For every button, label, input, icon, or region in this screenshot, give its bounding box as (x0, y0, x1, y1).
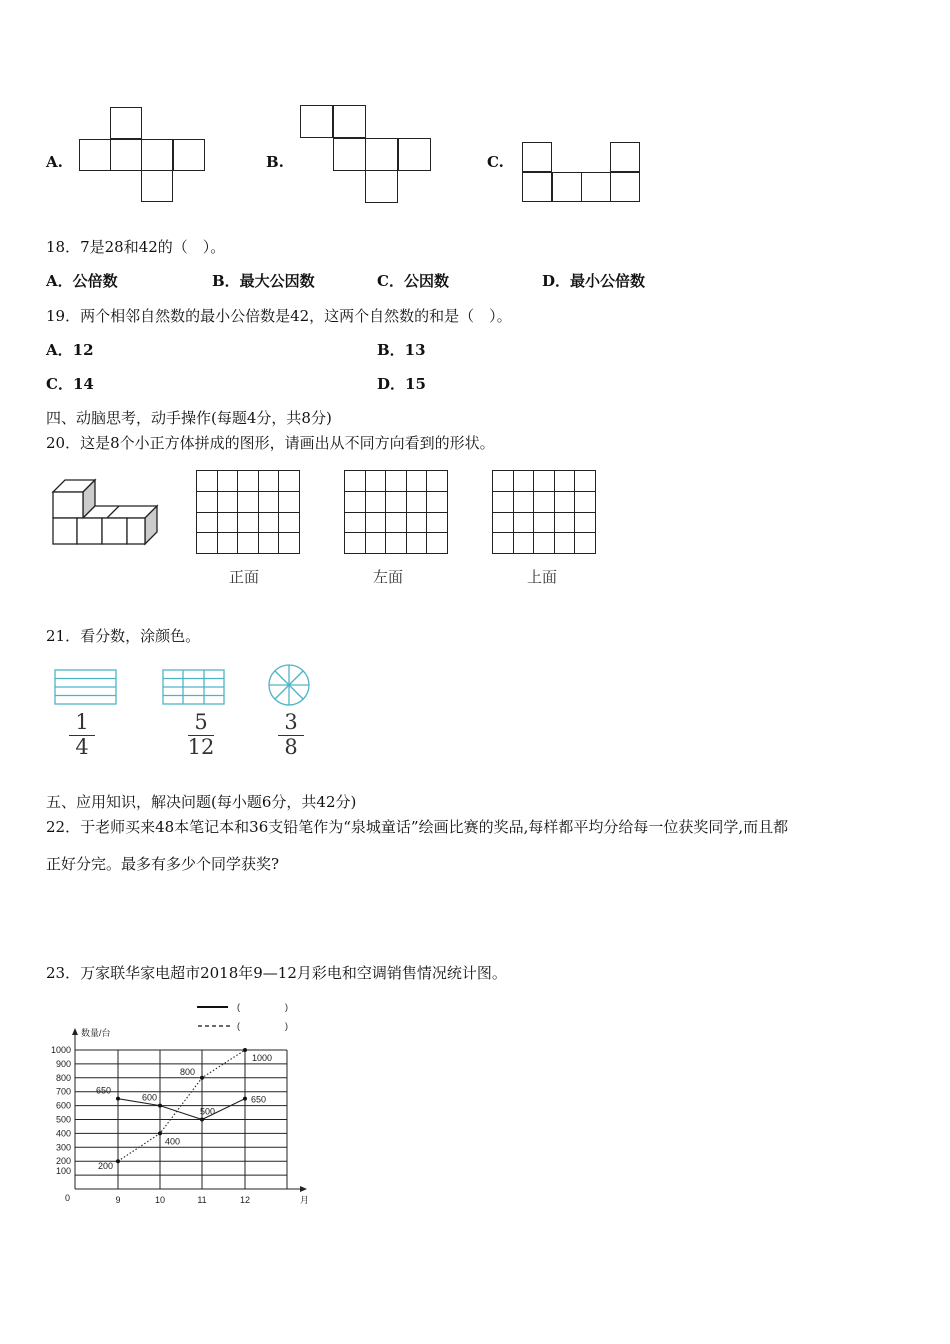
q19-option-b: B．13 (377, 341, 426, 359)
data-label: 400 (165, 1136, 181, 1147)
y-tick-label: 300 (55, 1142, 71, 1153)
data-label: 800 (180, 1066, 196, 1077)
y-tick-label: 400 (55, 1128, 71, 1139)
legend-dashed-text: ( ) (237, 1021, 288, 1031)
fraction-numerator: 3 (284, 710, 298, 734)
view-label-front: 正面 (229, 569, 260, 586)
data-point (158, 1131, 162, 1135)
x-tick-label: 9 (115, 1195, 121, 1205)
data-label: 650 (251, 1094, 267, 1105)
data-label: 600 (142, 1092, 158, 1103)
y-tick-label: 1000 (50, 1045, 71, 1055)
q22-line-2: 正好分完。最多有多少个同学获奖? (46, 855, 280, 873)
x-tick-label: 10 (154, 1195, 166, 1205)
q22-line-1: 22．于老师买来48本笔记本和36支铅笔作为“泉城童话”绘画比赛的奖品,每样都平均分给每一位获奖同学,而且都 (46, 818, 789, 836)
x-axis-label: 月 (300, 1195, 310, 1205)
option-b-label: B. (266, 153, 284, 171)
q21-stem: 21．看分数，涂颜色。 (46, 627, 201, 645)
q18-option-c: C．公因数 (377, 272, 449, 290)
section-5-heading: 五、应用知识，解决问题(每小题6分，共42分) (46, 793, 357, 811)
q20-stem: 20．这是8个小正方体拼成的图形，请画出从不同方向看到的形状。 (46, 434, 495, 452)
fraction-denominator: 8 (284, 735, 298, 759)
y-tick-label: 100 (55, 1166, 71, 1177)
data-label: 650 (96, 1085, 112, 1096)
q18-option-b: B．最大公因数 (212, 272, 315, 290)
y-tick-label: 800 (55, 1072, 71, 1083)
q19-option-a: A．12 (46, 341, 94, 359)
data-point (243, 1097, 247, 1101)
data-point (200, 1118, 204, 1122)
data-point (116, 1159, 120, 1163)
q18-stem: 18．7是28和42的（ ）。 (46, 238, 226, 256)
y-tick-label: 200 (55, 1156, 71, 1167)
q19-option-c: C．14 (46, 375, 94, 393)
data-point (116, 1097, 120, 1101)
series-line-solid (118, 1099, 245, 1120)
y-tick-label: 500 (55, 1114, 71, 1125)
fraction-numerator: 1 (75, 710, 89, 734)
view-label-left: 左面 (373, 569, 404, 586)
data-label: 500 (200, 1106, 216, 1117)
x-tick-label: 11 (197, 1195, 207, 1205)
option-a-label: A. (46, 153, 63, 171)
y-tick-label: 900 (55, 1058, 71, 1069)
data-point (200, 1076, 204, 1080)
q19-option-d: D．15 (377, 375, 426, 393)
q19-stem: 19．两个相邻自然数的最小公倍数是42，这两个自然数的和是（ ）。 (46, 307, 512, 325)
y-axis-label: 数量/台 (81, 1028, 111, 1038)
y-tick-label: 700 (55, 1086, 71, 1097)
legend-solid-text: ( ) (237, 1002, 288, 1012)
fraction-numerator: 5 (194, 710, 208, 734)
x-axis-arrow (300, 1186, 307, 1192)
option-c-label: C. (487, 153, 504, 171)
y-tick-label: 0 (65, 1193, 71, 1203)
fraction-denominator: 12 (187, 735, 215, 759)
q18-option-d: D．最小公倍数 (542, 272, 646, 290)
q23-stem: 23．万家联华家电超市2018年9—12月彩电和空调销售情况统计图。 (46, 964, 507, 982)
x-tick-label: 12 (239, 1195, 251, 1205)
view-label-top: 上面 (527, 569, 558, 586)
fraction-denominator: 4 (75, 735, 89, 759)
y-axis-arrow (72, 1028, 78, 1035)
data-point (243, 1048, 247, 1052)
data-point (158, 1104, 162, 1108)
data-label: 200 (98, 1161, 114, 1172)
q18-option-a: A．公倍数 (46, 272, 118, 290)
y-tick-label: 600 (55, 1100, 71, 1111)
data-label: 1000 (252, 1053, 273, 1063)
section-4-heading: 四、动脑思考，动手操作(每题4分，共8分) (46, 409, 332, 427)
